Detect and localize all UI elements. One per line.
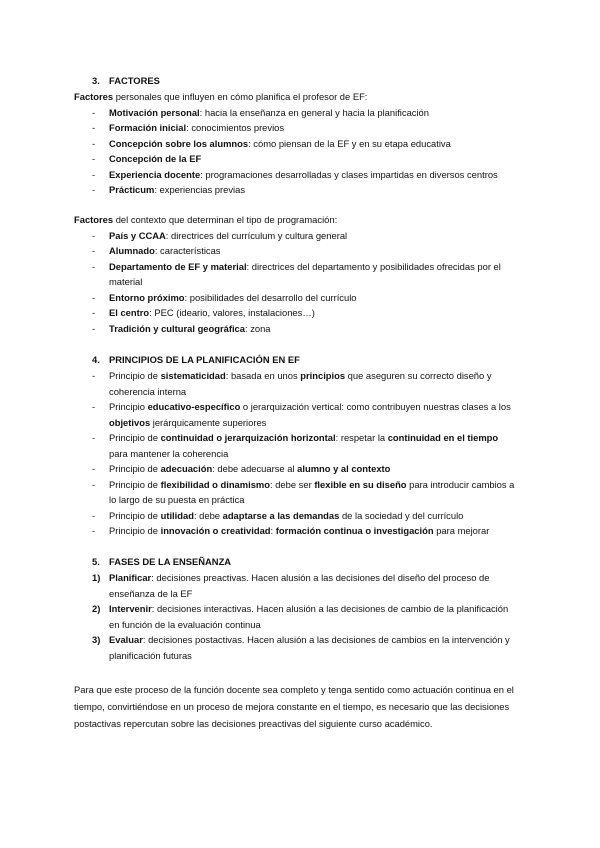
- item-text: : basada en unos: [225, 370, 301, 381]
- item-text: Principio: [109, 401, 148, 412]
- principles-list: [0, 368, 600, 539]
- section-title: FASES DE LA ENSEÑANZA: [109, 556, 232, 567]
- item-text: Principio de: [109, 432, 161, 443]
- item-term: sistematicidad: [160, 370, 226, 381]
- section-title: FACTORES: [109, 75, 160, 86]
- item-text: : decisiones postactivas. Hacen alusión a las decisiones de cambios en la intervención y planificación futuras: [109, 634, 510, 661]
- section-number: 5.: [92, 556, 100, 567]
- list-item: [0, 601, 600, 632]
- item-term: formación continua o investigación: [275, 525, 434, 536]
- list-item: [0, 570, 600, 601]
- list-item: [0, 259, 600, 290]
- dash-bullet: -: [92, 509, 96, 521]
- list-item: [0, 151, 600, 167]
- item-term: Intervenir: [109, 603, 152, 614]
- item-text: : programaciones desarrolladas y clases impartidas en diversos centros: [200, 168, 498, 180]
- section-fases: [0, 554, 600, 663]
- item-term: Formación inicial: [109, 122, 187, 133]
- list-item: [0, 305, 600, 321]
- item-term: innovación o creatividad: [160, 525, 271, 536]
- list-item: [0, 228, 600, 244]
- item-text: de la sociedad y del currículo: [339, 509, 464, 521]
- list-item: [0, 632, 600, 663]
- dash-bullet: -: [92, 106, 96, 118]
- item-term: Evaluar: [109, 634, 143, 645]
- list-item: [0, 321, 600, 337]
- item-text: para mejorar: [433, 525, 490, 536]
- item-term: País y CCAA: [109, 229, 166, 241]
- item-term: Motivación personal: [109, 106, 200, 118]
- item-term: Tradición y cultural geográfica: [109, 322, 245, 334]
- phases-list: [0, 570, 600, 663]
- list-item: [0, 167, 600, 183]
- item-term: utilidad: [160, 509, 194, 521]
- dash-bullet: -: [92, 291, 96, 303]
- dash-bullet: -: [92, 168, 96, 180]
- item-text: : PEC (ideario, valores, instalaciones…): [149, 307, 315, 318]
- item-term: continuidad o jerarquización horizontal: [160, 432, 336, 443]
- dash-bullet: -: [92, 322, 96, 334]
- item-text: que aseguren su correcto diseño y coherencia interna: [109, 370, 492, 397]
- item-term: Planificar: [109, 572, 152, 583]
- section-heading: [0, 73, 600, 89]
- dash-bullet: -: [92, 184, 96, 195]
- item-text: : cómo piensan de la EF y en su etapa educativa: [248, 137, 451, 149]
- item-text: : debe ser: [270, 478, 315, 490]
- intro-bold: Factores: [74, 214, 114, 225]
- item-text: Principio de: [109, 463, 161, 474]
- dash-bullet: -: [92, 463, 96, 474]
- dash-bullet: -: [92, 245, 96, 256]
- item-text: : hacia la enseñanza en general y hacia la planificación: [199, 106, 429, 118]
- item-text: Principio de: [109, 478, 161, 490]
- item-text: :: [270, 525, 276, 536]
- intro-text: del contexto que determinan el tipo de programación:: [113, 214, 338, 225]
- item-text: : decisiones preactivas. Hacen alusión a las decisiones del diseño del proceso de enseñanza de la EF: [109, 572, 490, 599]
- item-text: para introducir cambios a lo largo de su puesta en práctica: [109, 478, 515, 505]
- section-heading: [0, 352, 600, 368]
- item-term: Concepción de la EF: [109, 153, 202, 164]
- item-text: : conocimientos previos: [186, 122, 285, 133]
- dash-bullet: -: [92, 260, 96, 272]
- intro-text: personales que influyen en cómo planifica el profesor de EF:: [113, 91, 368, 102]
- list-item: [0, 523, 600, 539]
- section-heading: [0, 554, 600, 570]
- list-item: [0, 290, 600, 306]
- item-text: para mantener la coherencia: [109, 447, 229, 459]
- item-text: : debe: [193, 509, 223, 521]
- item-text: : zona: [244, 322, 271, 334]
- item-term: flexibilidad o dinamismo: [160, 478, 270, 490]
- personal-factors-intro: [0, 89, 600, 105]
- list-item: [0, 430, 600, 461]
- dash-bullet: -: [92, 122, 96, 133]
- section-factores: [0, 73, 600, 198]
- section-principios: [0, 352, 600, 539]
- item-term: Entorno próximo: [109, 291, 185, 303]
- item-text: : directrices del departamento y posibilidades ofrecidas por el material: [109, 260, 501, 287]
- item-term: adaptarse a las demandas: [222, 509, 340, 521]
- list-item: [0, 243, 600, 259]
- list-item: [0, 182, 600, 198]
- dash-bullet: -: [92, 307, 96, 318]
- item-term: flexible en su diseño: [314, 478, 407, 490]
- item-term: continuidad en el tiempo: [387, 432, 499, 443]
- item-text: Principio de: [109, 509, 161, 521]
- closing-section: [0, 681, 600, 732]
- item-number: 1): [92, 572, 101, 583]
- list-item: [0, 477, 600, 508]
- item-term: Experiencia docente: [109, 168, 201, 180]
- item-term: objetivos: [109, 416, 151, 428]
- context-factors-list: [0, 228, 600, 337]
- section-number: 4.: [92, 354, 100, 365]
- list-item: [0, 120, 600, 136]
- dash-bullet: -: [92, 370, 96, 381]
- dash-bullet: -: [92, 432, 96, 443]
- item-term: Alumnado: [109, 245, 155, 256]
- item-text: : experiencias previas: [154, 184, 246, 195]
- item-term: Concepción sobre los alumnos: [109, 137, 249, 149]
- item-text: : decisiones interactivas. Hacen alusión a las decisiones de cambio de la planificación en función de la evaluación continua: [109, 603, 509, 630]
- item-text: : respetar la: [335, 432, 388, 443]
- item-text: : directrices del currículum y cultura general: [165, 229, 348, 241]
- dash-bullet: -: [92, 153, 96, 164]
- item-text: Principio de: [109, 525, 161, 536]
- context-factors-intro: [0, 212, 600, 228]
- item-text: : características: [154, 245, 221, 256]
- dash-bullet: -: [92, 525, 96, 536]
- item-term: El centro: [109, 307, 150, 318]
- list-item: [0, 508, 600, 524]
- dash-bullet: -: [92, 401, 96, 412]
- item-text: : debe adecuarse al: [212, 463, 298, 474]
- list-item: [0, 136, 600, 152]
- item-number: 3): [92, 634, 101, 645]
- section-number: 3.: [92, 75, 100, 86]
- closing-paragraph: Para que este proceso de la función docente sea completo y tenga sentido como actuación continua en el tiempo, convirtiéndose en un proceso de mejora constante en el tiempo, es necesario que las decisiones postactivas repercutan sobre las decisiones preactivas del siguiente curso académico.: [74, 684, 514, 729]
- item-text: Principio de: [109, 370, 161, 381]
- personal-factors-list: [0, 105, 600, 198]
- dash-bullet: -: [92, 229, 96, 241]
- context-factors: [0, 212, 600, 336]
- item-term: educativo-específico: [147, 401, 241, 412]
- item-term: Prácticum: [109, 184, 155, 195]
- dash-bullet: -: [92, 137, 96, 149]
- list-item: [0, 399, 600, 430]
- item-term: principios: [300, 370, 346, 381]
- item-text: : posibilidades del desarrollo del currículo: [184, 291, 357, 303]
- intro-bold: Factores: [74, 91, 114, 102]
- item-text: jerárquicamente superiores: [150, 416, 267, 428]
- item-number: 2): [92, 603, 101, 614]
- list-item: [0, 105, 600, 121]
- dash-bullet: -: [92, 478, 96, 490]
- item-term: adecuación: [160, 463, 213, 474]
- item-term: alumno y al contexto: [297, 463, 391, 474]
- item-term: Departamento de EF y material: [109, 260, 247, 272]
- list-item: [0, 461, 600, 477]
- section-title: PRINCIPIOS DE LA PLANIFICACIÓN EN EF: [109, 354, 300, 365]
- item-text: o jerarquización vertical: como contribuyen nuestras clases a los: [240, 401, 511, 412]
- list-item: [0, 368, 600, 399]
